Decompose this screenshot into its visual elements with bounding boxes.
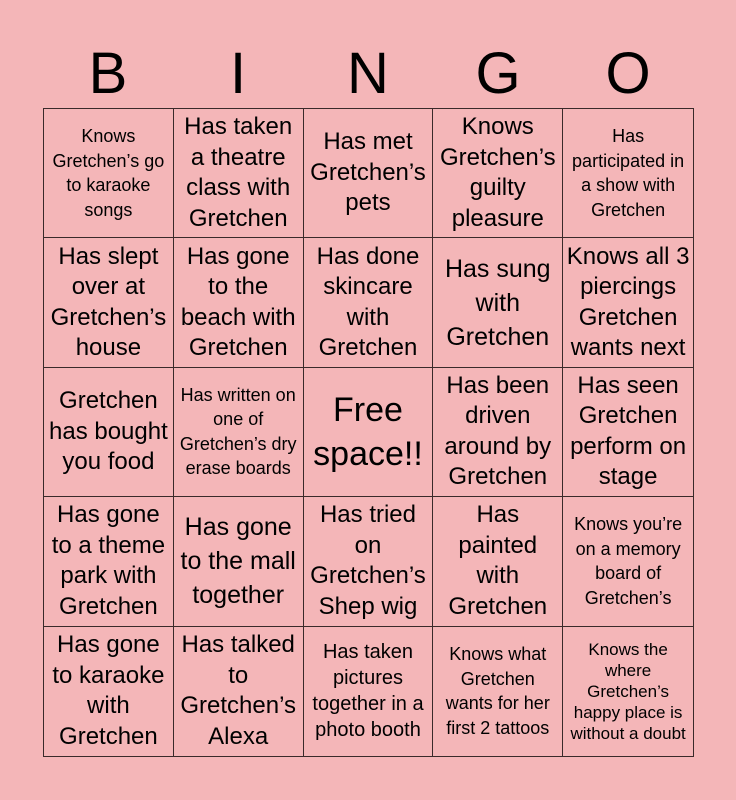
- bingo-cell-text: Has met Gretchen’s pets: [310, 128, 426, 217]
- bingo-cell[interactable]: [44, 238, 174, 367]
- bingo-cell[interactable]: [174, 627, 304, 756]
- bingo-cell-text: Has seen Gretchen perform on stage: [570, 371, 687, 491]
- bingo-cell-text: Has painted with Gretchen: [448, 501, 548, 620]
- bingo-cell-text: Knows you’re on a memory board of Gretchen’s: [574, 514, 683, 608]
- bingo-cell[interactable]: [563, 109, 693, 238]
- bingo-cell-text: Knows what Gretchen wants for her first 2 tattoos: [445, 644, 550, 738]
- bingo-cell[interactable]: [304, 109, 434, 238]
- bingo-cell[interactable]: [304, 497, 434, 626]
- bingo-cell[interactable]: [44, 368, 174, 497]
- bingo-cell[interactable]: [304, 238, 434, 367]
- bingo-cell-text: Knows the where Gretchen’s happy place is without a doubt: [570, 639, 686, 743]
- bingo-cell[interactable]: [563, 368, 693, 497]
- bingo-cell[interactable]: [44, 627, 174, 756]
- free-space-text: Free space!!: [313, 390, 423, 473]
- bingo-cell[interactable]: [563, 627, 693, 756]
- header-letter-g: G: [475, 41, 521, 106]
- bingo-cell-text: Has gone to the mall together: [180, 513, 296, 610]
- bingo-cell[interactable]: [563, 497, 693, 626]
- bingo-cell-text: Knows Gretchen’s go to karaoke songs: [52, 126, 165, 220]
- bingo-cell[interactable]: [563, 238, 693, 367]
- bingo-cell-text: Has written on one of Gretchen’s dry erase boards: [179, 384, 297, 479]
- bingo-header: [43, 40, 693, 108]
- bingo-cell-text: Has tried on Gretchen’s Shep wig: [310, 501, 426, 620]
- bingo-cell-text: Has participated in a show with Gretchen: [572, 126, 685, 220]
- bingo-cell[interactable]: [433, 109, 563, 238]
- bingo-cell[interactable]: [44, 497, 174, 626]
- header-letter-o: O: [605, 41, 651, 106]
- free-space-cell[interactable]: [304, 368, 434, 497]
- bingo-cell[interactable]: [174, 368, 304, 497]
- bingo-cell[interactable]: [433, 368, 563, 497]
- bingo-cell-text: Has sung with Gretchen: [444, 254, 551, 351]
- bingo-cell-text: Knows Gretchen’s guilty pleasure: [439, 113, 556, 232]
- header-letter-n: N: [347, 41, 389, 106]
- bingo-cell-text: Knows all 3 piercings Gretchen wants next: [566, 242, 690, 362]
- bingo-cell-text: Has slept over at Gretchen’s house: [50, 242, 167, 362]
- bingo-cell-text: Has done skincare with Gretchen: [316, 242, 420, 362]
- bingo-cell-text: Has gone to the beach with Gretchen: [180, 242, 296, 362]
- bingo-cell[interactable]: [433, 238, 563, 367]
- bingo-cell[interactable]: [433, 497, 563, 626]
- bingo-cell[interactable]: [174, 109, 304, 238]
- bingo-cell-text: Has gone to a theme park with Gretchen: [51, 501, 166, 620]
- bingo-cell-text: Has been driven around by Gretchen: [444, 371, 552, 491]
- bingo-cell-text: Has taken pictures together in a photo booth: [312, 641, 424, 742]
- bingo-cell[interactable]: [174, 497, 304, 626]
- bingo-cell[interactable]: [433, 627, 563, 756]
- bingo-cell-text: Has taken a theatre class with Gretchen: [184, 113, 293, 232]
- bingo-cell-text: Gretchen has bought you food: [49, 387, 168, 476]
- bingo-cell[interactable]: [304, 627, 434, 756]
- bingo-cell-text: Has talked to Gretchen’s Alexa: [180, 631, 296, 750]
- bingo-cell[interactable]: [44, 109, 174, 238]
- bingo-cell[interactable]: [174, 238, 304, 367]
- header-letter-b: B: [88, 41, 128, 106]
- header-letter-i: I: [229, 41, 247, 106]
- bingo-grid: [43, 108, 694, 757]
- bingo-cell-text: Has gone to karaoke with Gretchen: [52, 631, 165, 750]
